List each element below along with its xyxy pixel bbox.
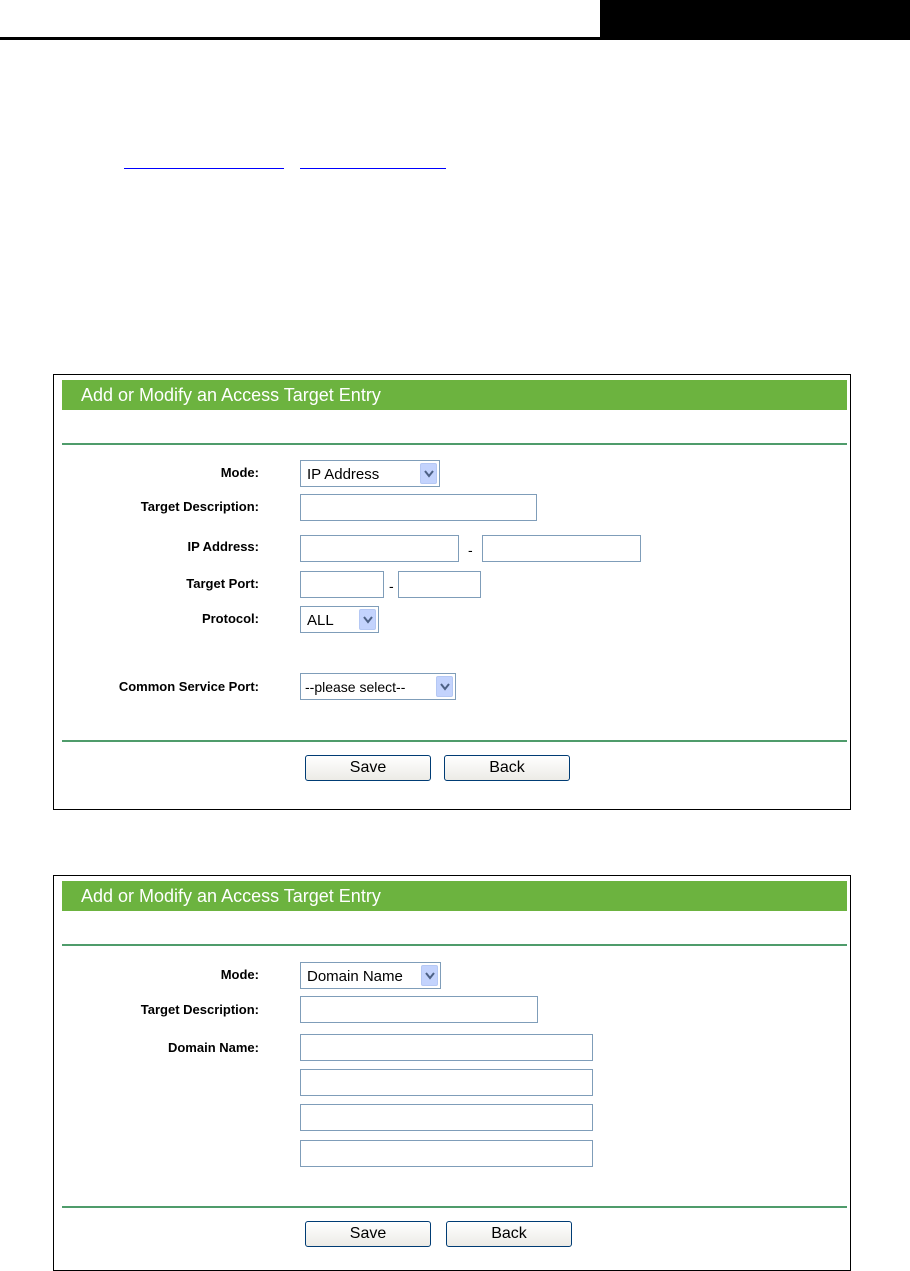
panel-divider-top [62, 443, 847, 445]
domain-name-input-4[interactable] [300, 1140, 593, 1167]
target-description-label: Target Description: [140, 1002, 259, 1017]
mode-label: Mode: [220, 465, 259, 480]
target-description-label: Target Description: [140, 499, 259, 514]
target-description-input[interactable] [300, 996, 538, 1023]
panel-divider-top [62, 944, 847, 946]
header-rule [0, 37, 910, 40]
domain-name-input-3[interactable] [300, 1104, 593, 1131]
header-black-block [600, 0, 910, 38]
back-button[interactable]: Back [446, 1221, 572, 1247]
protocol-select-value: ALL [307, 612, 334, 629]
mode-select[interactable] [300, 962, 441, 989]
back-button[interactable]: Back [444, 755, 570, 781]
domain-name-input-1[interactable] [300, 1034, 593, 1061]
mode-select-value: IP Address [307, 466, 380, 483]
panel-title: Add or Modify an Access Target Entry [62, 881, 847, 911]
mode-select-value: Domain Name [307, 968, 403, 985]
common-service-port-label: Common Service Port: [118, 679, 259, 694]
mode-label: Mode: [220, 967, 259, 982]
access-target-panel-ip [53, 374, 851, 810]
save-button[interactable]: Save [305, 1221, 431, 1247]
mode-select[interactable] [300, 460, 440, 487]
domain-name-input-2[interactable] [300, 1069, 593, 1096]
protocol-label: Protocol: [201, 611, 259, 626]
ip-range-separator: - [468, 542, 473, 558]
target-port-end-input[interactable] [398, 571, 481, 598]
domain-name-label: Domain Name: [167, 1040, 259, 1055]
target-description-input[interactable] [300, 494, 537, 521]
chevron-down-icon [436, 676, 453, 697]
port-range-separator: - [389, 578, 394, 594]
chevron-down-icon [359, 609, 376, 630]
panel-divider-bottom [62, 1206, 847, 1208]
common-service-port-select[interactable] [300, 673, 456, 700]
cross-reference-link-1[interactable] [124, 150, 284, 169]
ip-address-end-input[interactable] [482, 535, 641, 562]
access-target-panel-domain [53, 875, 851, 1271]
common-service-port-value: --please select-- [305, 679, 406, 695]
ip-address-start-input[interactable] [300, 535, 459, 562]
chevron-down-icon [420, 463, 437, 484]
panel-title: Add or Modify an Access Target Entry [62, 380, 847, 410]
protocol-select[interactable] [300, 606, 379, 633]
target-port-label: Target Port: [186, 576, 259, 591]
chevron-down-icon [421, 965, 438, 986]
cross-reference-link-2[interactable] [300, 150, 446, 169]
panel-divider-bottom [62, 740, 847, 742]
ip-address-label: IP Address: [187, 539, 259, 554]
save-button[interactable]: Save [305, 755, 431, 781]
target-port-start-input[interactable] [300, 571, 384, 598]
